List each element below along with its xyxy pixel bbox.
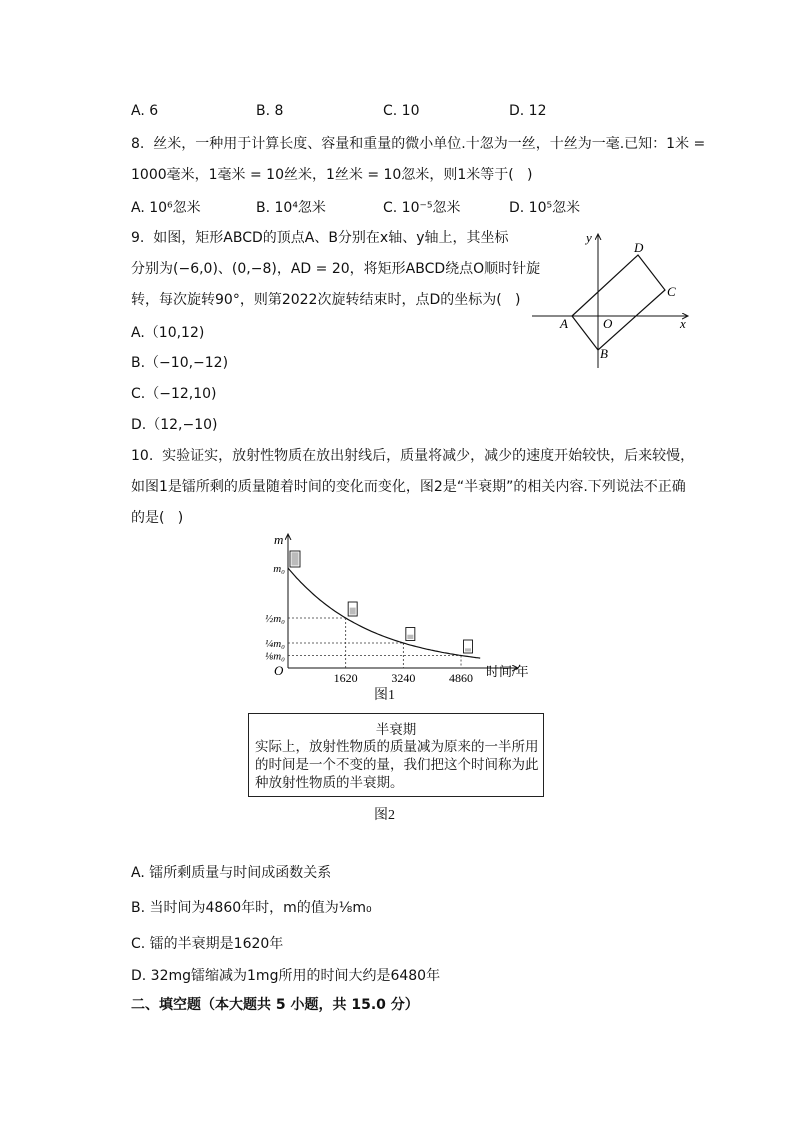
q7-option-b: B. 8 [256, 103, 284, 119]
q9-stem-line1: 9. 如图，矩形ABCD的顶点A、B分别在x轴、y轴上，其坐标 [131, 230, 509, 246]
y-tick-label: ¼m₀ [264, 638, 285, 650]
origin-o-label: O [603, 316, 613, 331]
radium-decay-chart [250, 530, 540, 685]
y-tick-label: m₀ [273, 563, 285, 575]
q10-option-d: D. 32mg镭缩减为1mg所用的时间大约是6480年 [131, 968, 441, 984]
q7-option-c: C. 10 [383, 103, 420, 119]
point-b-label: B [600, 346, 608, 361]
q10-stem-line2: 如图1是镭所剩的质量随着时间的变化而变化，图2是“半衰期”的相关内容.下列说法不正确 [131, 479, 686, 495]
q8-option-c: C. 10⁻⁵忽米 [383, 200, 461, 216]
sample-fill [407, 635, 413, 639]
q10-stem-line1: 10. 实验证实，放射性物质在放出射线后，质量将减少，减少的速度开始较快，后来较慢， [131, 448, 695, 464]
y-tick-label: ½m₀ [264, 613, 285, 625]
half-life-box [248, 713, 544, 797]
q8-option-d: D. 10⁵忽米 [509, 200, 581, 216]
x-tick-label: 4860 [449, 671, 474, 685]
q9-stem-line2: 分别为(−6,0)、(0,−8)，AD = 20，将矩形ABCD绕点O顺时针旋 [131, 261, 541, 277]
q8-option-a: A. 10⁶忽米 [131, 200, 201, 216]
x-axis-label: 时间/年 [486, 664, 529, 679]
q7-option-d: D. 12 [509, 103, 547, 119]
x-tick-label: 1620 [333, 671, 358, 685]
point-d-label: D [634, 240, 644, 255]
q9-option-d: D.（12,−10) [131, 417, 218, 433]
q8-option-b: B. 10⁴忽米 [256, 200, 326, 216]
point-c-label: C [667, 284, 676, 299]
figure1-caption: 图1 [374, 688, 395, 703]
q9-option-a: A.（10,12) [131, 325, 205, 341]
sample-fill [350, 608, 356, 615]
y-tick-label: ⅛m₀ [264, 650, 285, 663]
q9-option-b: B.（−10,−12) [131, 355, 229, 371]
q9-option-c: C.（−12,10) [131, 386, 217, 402]
decay-curve [288, 568, 480, 658]
q10-stem-line3: 的是( ) [131, 510, 184, 526]
sample-fill [465, 648, 471, 651]
section2-heading: 二、填空题（本大题共 5 小题，共 15.0 分） [131, 997, 419, 1013]
half-life-title: 半衰期 [375, 722, 417, 737]
origin-label: O [274, 663, 284, 678]
figure2-caption: 图2 [374, 808, 395, 823]
q10-option-b: B. 当时间为4860年时，m的值为⅛m₀ [131, 900, 372, 916]
q7-option-a: A. 6 [131, 103, 159, 119]
q8-stem-line2: 1000毫米，1毫米 = 10丝米，1丝米 = 10忽米，则1米等于( ) [131, 167, 533, 183]
q9-stem-line3: 转，每次旋转90°，则第2022次旋转结束时，点D的坐标为( ) [131, 292, 521, 308]
q9-rectangle-figure [530, 228, 700, 373]
q10-option-c: C. 镭的半衰期是1620年 [131, 936, 284, 952]
half-life-text: 实际上，放射性物质的质量减为原来的一半所用的时间是一个不变的量，我们把这个时间称为此种放射性物质的半衰期。 [255, 739, 539, 790]
y-axis-label: y [586, 230, 592, 245]
rectangle-abcd [572, 255, 665, 350]
q8-stem-line1: 8. 丝米，一种用于计算长度、容量和重量的微小单位.十忽为一丝，十丝为一毫.已知：1米 = [131, 136, 706, 152]
x-axis-label: x [680, 316, 686, 331]
y-axis-label: m [274, 532, 284, 547]
sample-fill [292, 552, 299, 565]
q10-option-a: A. 镭所剩质量与时间成函数关系 [131, 865, 332, 881]
point-a-label: A [560, 316, 568, 331]
x-tick-label: 3240 [391, 671, 416, 685]
